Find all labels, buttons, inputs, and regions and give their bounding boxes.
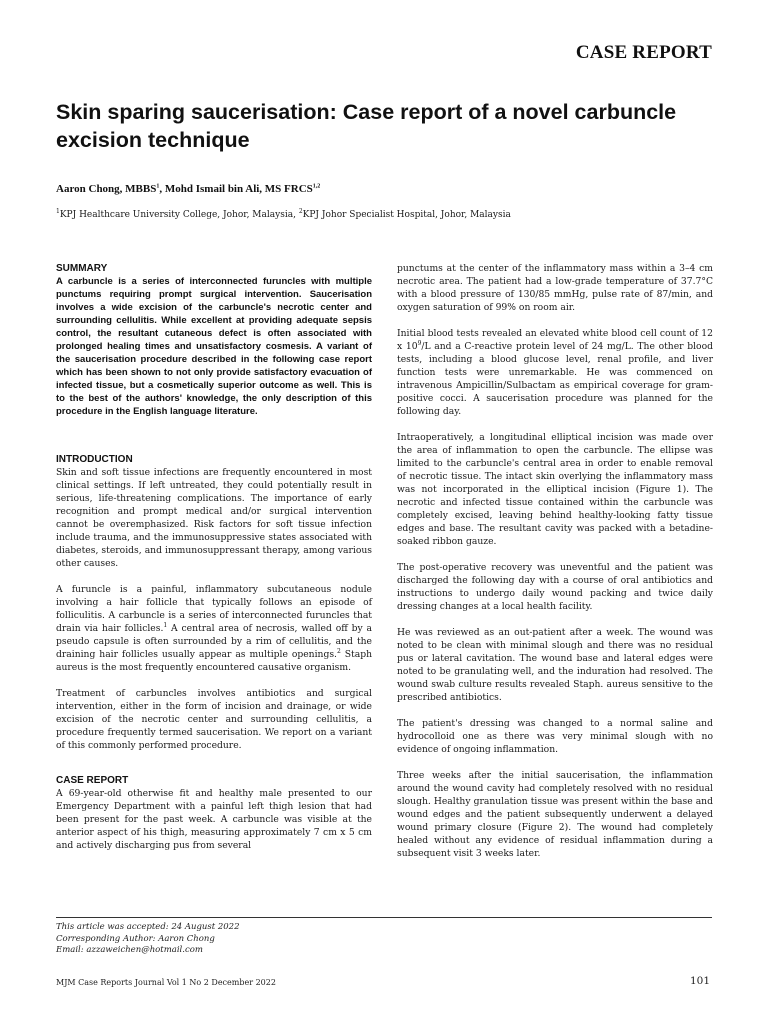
text-run: /L and a C-reactive protein level of 24 mg/L. The other blood tests, including a blood glucose level, renal profile, and liver function tests were unremarkable. He was commenced on intravenous Ampicillin/Sulbactam as empirical coverage for gram-positive cocci. A saucerisation procedure was planned for the following day. [397,341,713,417]
reference-marker: 1 [163,621,168,629]
case-report-paragraph [397,327,713,418]
affiliation-text: KPJ Healthcare University College, Johor, Malaysia, [59,210,299,220]
case-report-paragraph: punctums at the center of the inflammatory mass within a 3–4 cm necrotic area. The patient had a low-grade temperature of 37.7°C with a blood pressure of 130/85 mmHg, pulse rate of 87/min, and oxygen saturation of 99% on room air. [397,263,713,313]
author-list: Aaron Chong, MBBS$^1$, Mohd Ismail bin Ali, MS FRCS$^{1,2}$ [56,183,321,195]
introduction-paragraph: Skin and soft tissue infections are frequently encountered in most clinical settings. If left untreated, they could potentially result in serious, life-threatening complications. The importance of early recognition and prompt medical and/or surgical intervention cannot be overemphasized. Risk factors for soft tissue infection include trauma, and the immunosuppressive states associated with diabetes, steroids, and immunosuppressant therapy, among various other causes. [56,467,372,569]
section-label: CASE REPORT [575,42,712,63]
affiliation-text: KPJ Johor Specialist Hospital, Johor, Malaysia [302,210,511,220]
author-name: Aaron Chong, MBBS [56,183,157,195]
summary-section [56,262,372,418]
introduction-heading: INTRODUCTION [56,454,133,465]
text-run: Staph aureus is the most frequently encountered causative organism. [56,649,373,673]
reference-marker: 2 [336,647,341,655]
text-run: Initial blood tests revealed an elevated white blood cell count of 12 x 10 [397,328,713,352]
text-run: A furuncle is a painful, inflammatory subcutaneous nodule involving a hair follicle that typically follows an episode of folliculitis. A carbuncle is a series of interconnected furuncles that drain via hair follicles. [56,584,372,634]
case-report-section [56,774,372,852]
author-name: Mohd Ismail bin Ali, MS FRCS [164,183,313,195]
author-affiliation-marker: 1,2 [312,183,321,190]
affiliation-number: 2 [298,208,303,215]
introduction-section [56,453,372,752]
journal-citation: MJM Case Reports Journal Vol 1 No 2 December 2022 [56,978,276,987]
case-report-paragraph: He was reviewed as an out-patient after a week. The wound was noted to be clean with minimal slough and there was no residual pus or lateral cavitation. The wound base and lateral edges were noted to be granulating well, and the induration had resolved. The wound swab culture results revealed Staph. aureus sensitive to the prescribed antibiotics. [397,627,713,703]
text-run: A central area of necrosis, walled off by a pseudo capsule is often surrounded by a rim of cellulitis, and the draining hair follicles usually appear as multiple openings. [56,623,372,660]
author-affiliation-marker: 1 [156,183,160,190]
exponent: 9 [417,339,422,347]
article-notes [56,922,239,957]
case-report-paragraph: Intraoperatively, a longitudinal elliptical incision was made over the area of inflammation to open the carbuncle. The ellipse was limited to the carbuncle's central area in order to enable removal of necrotic tissue. The intact skin overlying the inflammatory mass was not incorporated in the elliptical incision (Figure 1). The necrotic and infected tissue contained within the carbuncle was completely excised, leaving behind healthy-looking fatty tissue edges and base. The resultant cavity was packed with a betadine-soaked ribbon gauze. [397,432,713,547]
case-report-paragraph: The post-operative recovery was uneventful and the patient was discharged the following day with a course of oral antibiotics and instructions to undergo daily wound packing and twice daily dressing changes at a local health facility. [397,562,713,612]
case-report-paragraph: Three weeks after the initial saucerisation, the inflammation around the wound cavity had completely resolved with no residual slough. Healthy granulation tissue was present within the base and wound edges and the patient subsequently underwent a delayed wound primary closure (Figure 2). The wound had completely healed without any evidence of residual inflammation during a subsequent visit 3 weeks later. [397,770,713,859]
left-column [56,262,372,852]
article-title: Skin sparing saucerisation: Case report of a novel carbuncle excision technique [56,100,677,152]
author-email: Email: azzaweichen@hotmail.com [56,945,203,955]
case-report-paragraph: A 69-year-old otherwise fit and healthy male presented to our Emergency Department with a painful left thigh lesion that had been present for the past week. A carbuncle was visible at the anterior aspect of his thigh, measuring approximately 7 cm x 5 cm and actively discharging pus from several [56,788,372,851]
affiliation-number: 1 [56,208,60,215]
corresponding-author: Corresponding Author: Aaron Chong [56,933,215,944]
right-column [397,262,713,873]
case-report-paragraph: The patient's dressing was changed to a normal saline and hydrocolloid one as there was very minimal slough with no evidence of ongoing inflammation. [397,718,713,755]
introduction-paragraph [56,583,372,674]
accepted-date: This article was accepted: 24 August 2022 [56,922,240,932]
summary-heading: SUMMARY [56,263,108,274]
case-report-heading: CASE REPORT [56,775,129,786]
summary-text: A carbuncle is a series of interconnected furuncles with multiple punctums requiring prompt surgical intervention. Saucerisation involves a wide excision of the carbuncle's necrotic center and surrounding cellulitis. While excellent at providing adequate sepsis control, the resultant cutaneous defect is often associated with prolonged healing times and unsatisfactory cosmesis. A variant of the saucerisation procedure described in the following case report which has been shown to not only provide satisfactory evacuation of infected tissue, but a cosmetically superior outcome as well. This is to the best of the authors' knowledge, the only description of this procedure in the English language literature. [56,276,372,417]
page-number: 101 [689,975,710,987]
introduction-paragraph: Treatment of carbuncles involves antibiotics and surgical intervention, either in the form of incision and drainage, or wide excision of the necrotic center and surrounding cellulitis, a procedure frequently termed saucerisation. We report on a variant of this commonly performed procedure. [56,688,372,751]
affiliations [56,210,716,220]
footnote-divider [56,917,712,918]
